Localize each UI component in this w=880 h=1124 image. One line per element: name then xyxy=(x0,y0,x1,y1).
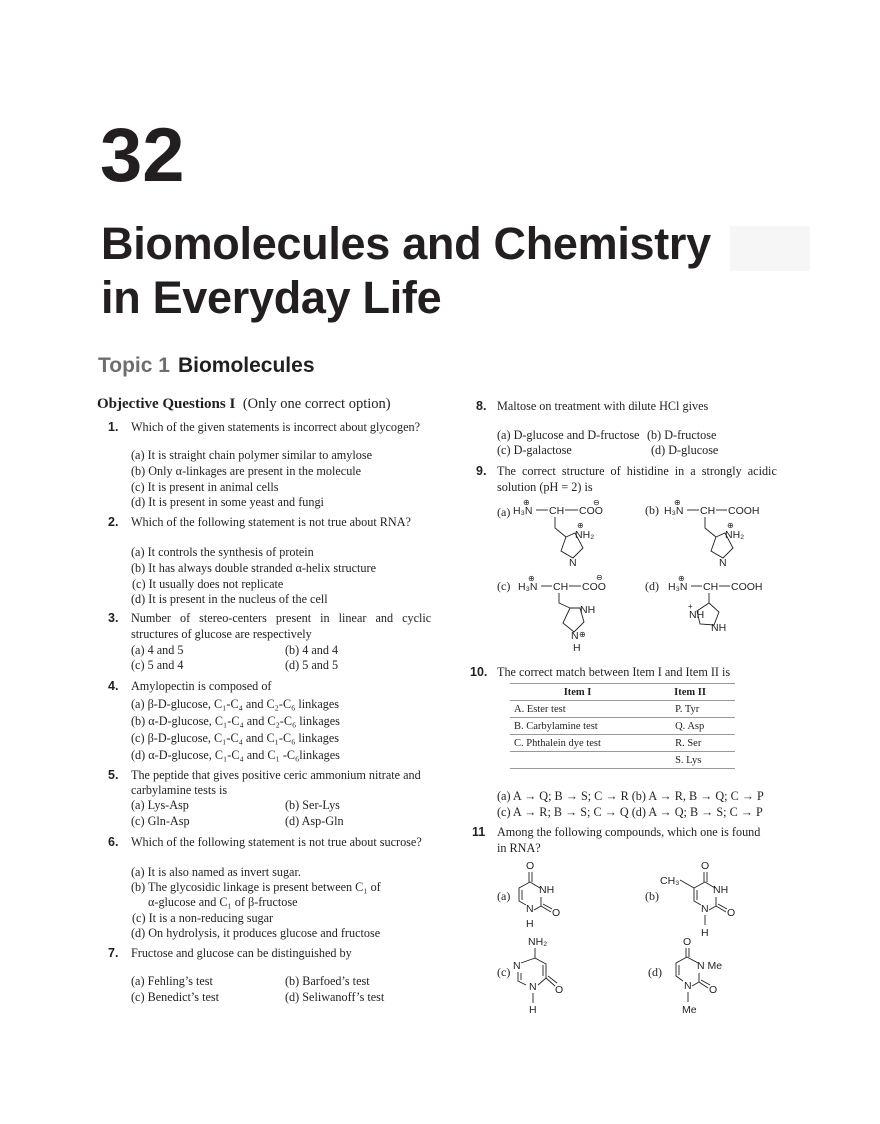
option-label: (b) xyxy=(645,503,659,517)
option: (c) A → R; B → S; C → Q (d) A → Q; B → S; C → P xyxy=(497,805,763,819)
bond-line xyxy=(705,517,716,537)
uracil-structure-a xyxy=(497,860,560,930)
option: (a) 4 and 5 xyxy=(131,643,184,657)
bond-line xyxy=(555,517,566,537)
bond-line xyxy=(559,593,570,608)
bond-line xyxy=(548,976,557,983)
atom-label: NH₂ xyxy=(528,936,548,948)
option: (a) Fehling’s test xyxy=(131,974,213,988)
question-text: The peptide that gives positive ceric ammonium nitrate and xyxy=(131,768,421,782)
option: (b) Ser-Lys xyxy=(285,798,340,812)
question-number: 1. xyxy=(108,420,119,434)
option: (b) It has always double stranded α-helix structure xyxy=(131,561,376,575)
option: (d) α-D-glucose, C₁-C₄ and C₁ -C₆linkages xyxy=(131,748,340,762)
option: (a) It is also named as invert sugar. xyxy=(131,865,301,879)
charge-plus: ⊕ xyxy=(577,521,584,530)
table-cell: S. Lys xyxy=(645,752,735,769)
atom-label: N Me xyxy=(697,960,723,972)
atom-label: CH xyxy=(553,581,569,593)
option: (c) D-galactose xyxy=(497,443,572,457)
table-cell: A. Ester test xyxy=(510,701,645,718)
question-text: Fructose and glucose can be distinguished by xyxy=(131,946,352,960)
bond-line xyxy=(676,957,687,981)
question-number: 10. xyxy=(470,665,488,679)
atom-label: CH xyxy=(703,581,719,593)
charge-plus: ⊕ xyxy=(528,574,535,583)
atom-label: N xyxy=(529,981,537,993)
option: (b) Barfoed’s test xyxy=(285,974,370,988)
option: (a) It is straight chain polymer similar to amylose xyxy=(131,448,372,462)
atom-label: O xyxy=(683,936,692,948)
question-number: 8. xyxy=(476,399,487,413)
option: (c) Gln-Asp xyxy=(131,814,190,828)
chapter-title-line2: in Everyday Life xyxy=(101,272,442,323)
question-number: 6. xyxy=(108,835,119,849)
atom-label: N xyxy=(571,630,579,642)
bond-line xyxy=(541,906,551,912)
option: (d) It is present in the nucleus of the cell xyxy=(131,592,328,606)
option: α-glucose and C₁ of β-fructose xyxy=(148,895,298,909)
charge-plus: ⊕ xyxy=(674,498,681,507)
atom-label: O xyxy=(701,860,710,872)
question-text: structures of glucose are respectively xyxy=(131,627,312,641)
charge-minus: ⊖ xyxy=(593,498,600,507)
option: (d) Asp-Gln xyxy=(285,814,344,828)
histidine-structure-c xyxy=(497,573,606,654)
option: (a) A → Q; B → S; C → R (b) A → R, B → Q; C → P xyxy=(497,789,764,803)
atom-label: NH xyxy=(539,884,555,896)
question-text: carbylamine tests is xyxy=(131,783,228,797)
atom-label: N xyxy=(701,903,709,915)
atom-label: O xyxy=(727,907,736,919)
atom-label: H₃N xyxy=(518,581,538,593)
option-label: (a) xyxy=(497,889,511,903)
topic-label: Topic 1 xyxy=(98,354,170,377)
charge-plus: ⊕ xyxy=(727,521,734,530)
bond-line xyxy=(519,882,530,905)
atom-label: O xyxy=(552,907,561,919)
column-header: Item II xyxy=(645,684,735,701)
atom-label: COO xyxy=(582,581,606,593)
option: (b) Only α-linkages are present in the molecule xyxy=(131,464,362,478)
atom-label: H xyxy=(526,918,534,930)
atom-label: N xyxy=(513,960,521,972)
bond-line xyxy=(534,897,541,910)
option: (d) D-glucose xyxy=(651,443,719,457)
atom-label: O xyxy=(555,984,564,996)
charge-plus: ⊕ xyxy=(579,630,586,639)
table-cell: B. Carbylamine test xyxy=(510,718,645,735)
section-title: Objective Questions I xyxy=(97,396,236,412)
question-text: solution (pH = 2) is xyxy=(497,480,593,494)
option: (b) The glycosidic linkage is present between C₁ of xyxy=(131,880,381,894)
table-cell: C. Phthalein dye test xyxy=(510,735,645,752)
bond-line xyxy=(535,958,546,978)
atom-label: NH xyxy=(711,622,727,634)
bond-line xyxy=(716,906,726,912)
atom-label: H xyxy=(701,927,709,939)
option: (b) α-D-glucose, C₁-C₄ and C₂-C₆ linkages xyxy=(131,714,340,728)
option: (d) On hydrolysis, it produces glucose and fructose xyxy=(131,926,381,940)
option-label: (a) xyxy=(497,505,511,519)
atom-label: NH xyxy=(713,884,729,896)
question-number: 5. xyxy=(108,768,119,782)
question-number: 9. xyxy=(476,464,487,478)
atom-label: H₃N xyxy=(513,505,533,517)
atom-label: N xyxy=(684,980,692,992)
histidine-structure-b xyxy=(645,498,760,569)
atom-label: NH xyxy=(689,609,705,621)
question-text: Which of the following statement is not true about RNA? xyxy=(131,515,411,529)
question-text: Which of the following statement is not true about sucrose? xyxy=(131,835,422,849)
option-label: (c) xyxy=(497,965,511,979)
question-text: The correct match between Item I and Item II is xyxy=(497,665,731,679)
question-text: Which of the given statements is incorrect about glycogen? xyxy=(131,420,421,434)
chapter-number: 32 xyxy=(100,113,185,198)
option: (a) It controls the synthesis of protein xyxy=(131,545,314,559)
question-text: The correct structure of histidine in a strongly acidic xyxy=(497,464,777,478)
bond-line xyxy=(538,978,546,985)
atom-label: H xyxy=(573,642,581,654)
atom-label: N xyxy=(526,903,534,915)
option: (c) Benedict’s test xyxy=(131,990,219,1004)
histidine-structure-d xyxy=(645,574,763,634)
question-text: Among the following compounds, which one is found xyxy=(497,825,761,839)
atom-label: NH xyxy=(580,604,596,616)
question-number: 4. xyxy=(108,679,119,693)
question-text: Amylopectin is composed of xyxy=(131,679,272,693)
charge-plus: ⊕ xyxy=(678,574,685,583)
option-label: (d) xyxy=(645,579,659,593)
topic-name: Biomolecules xyxy=(177,354,315,377)
charge-minus: ⊖ xyxy=(596,573,603,582)
atom-label: H₃N xyxy=(668,581,688,593)
structure-d xyxy=(648,936,722,1016)
question-number: 11 xyxy=(472,825,486,839)
bond-line xyxy=(692,973,699,986)
atom-label: Me xyxy=(682,1004,697,1016)
option: (a) Lys-Asp xyxy=(131,798,189,812)
atom-label: COOH xyxy=(728,505,760,517)
option: (c) β-D-glucose, C₁-C₄ and C₁-C₆ linkages xyxy=(131,731,339,745)
option: (c) 5 and 4 xyxy=(131,658,184,672)
question-number: 3. xyxy=(108,611,119,625)
atom-label: COOH xyxy=(731,581,763,593)
option: (c) It usually does not replicate xyxy=(132,577,284,591)
question-text: in RNA? xyxy=(497,841,541,855)
option-label: (c) xyxy=(497,579,511,593)
atom-label: COO xyxy=(579,505,603,517)
bond-line xyxy=(521,958,535,963)
structure-c xyxy=(497,936,563,1016)
option: (c) It is a non-reducing sugar xyxy=(132,911,274,925)
atom-label: NH₂ xyxy=(725,529,745,541)
option: (d) 5 and 5 xyxy=(285,658,339,672)
atom-label: N xyxy=(719,557,727,569)
option: (a) β-D-glucose, C₁-C₄ and C₂-C₆ linkages xyxy=(131,697,339,711)
option: (b) D-fructose xyxy=(647,428,717,442)
option-label: (b) xyxy=(645,889,659,903)
option: (d) Seliwanoff’s test xyxy=(285,990,385,1004)
option: (a) D-glucose and D-fructose xyxy=(497,428,640,442)
atom-label: N xyxy=(569,557,577,569)
atom-label: CH xyxy=(700,505,716,517)
option: (b) 4 and 4 xyxy=(285,643,339,657)
atom-label: H xyxy=(529,1004,537,1016)
chapter-title-line1: Biomolecules and Chemistry xyxy=(101,218,711,269)
atom-label: O xyxy=(526,860,535,872)
column-header: Item I xyxy=(510,684,645,701)
bond-line xyxy=(680,880,694,888)
table-cell: Q. Asp xyxy=(645,718,735,735)
section-note: (Only one correct option) xyxy=(242,396,391,412)
option: (c) It is present in animal cells xyxy=(131,480,279,494)
charge-plus: + xyxy=(688,602,693,611)
thymine-structure-b xyxy=(645,860,735,939)
atom-label: CH₃ xyxy=(660,875,680,887)
option: (d) It is present in some yeast and fungi xyxy=(131,495,324,509)
atom-label: O xyxy=(709,984,718,996)
question-number: 7. xyxy=(108,946,119,960)
histidine-structure-a xyxy=(497,498,603,569)
charge-plus: ⊕ xyxy=(523,498,530,507)
question-text: Maltose on treatment with dilute HCl gives xyxy=(497,399,709,413)
table-cell: R. Ser xyxy=(645,735,735,752)
bond-line xyxy=(709,897,716,910)
atom-label: H₃N xyxy=(664,505,684,517)
bond-line xyxy=(694,882,705,905)
bond-line xyxy=(518,972,526,985)
question-number: 2. xyxy=(108,515,119,529)
bond-line xyxy=(546,978,555,986)
option-label: (d) xyxy=(648,965,662,979)
atom-label: CH xyxy=(549,505,565,517)
atom-label: NH₂ xyxy=(575,529,595,541)
table-cell: P. Tyr xyxy=(645,701,735,718)
question-text: Number of stereo-centers present in linear and cyclic xyxy=(131,611,432,625)
